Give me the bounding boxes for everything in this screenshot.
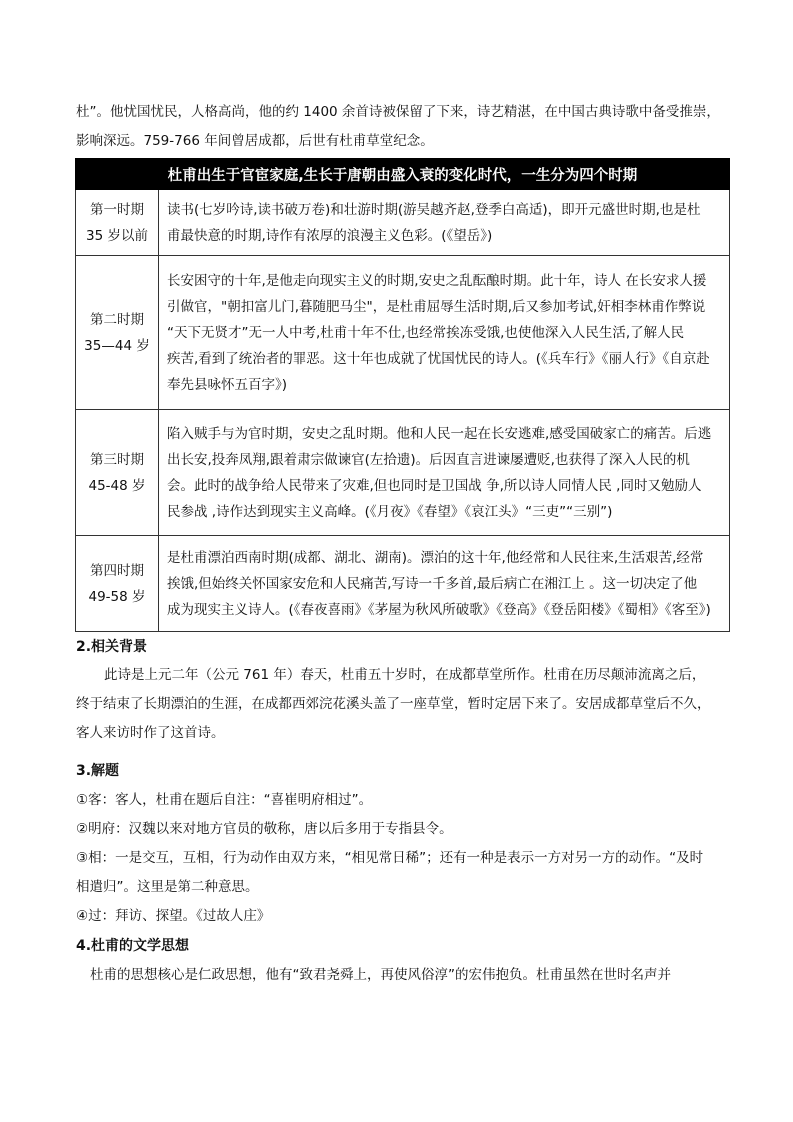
description-line: 疾苦,看到了统治者的罪恶。这十年也成就了忧国忧民的诗人。(《兵车行》《丽人行》《自京赴 [167,350,710,367]
description-line: 读书(七岁吟诗,读书破万卷)和壮游时期(游吴越齐赵,登季白高适)，即开元盛世时期,也是杜 [167,201,701,218]
table-row [76,410,730,536]
description-line: 陷入贼手与为官时期，安史之乱时期。他和人民一起在长安逃难,感受国破家亡的痛苦。后逃 [167,425,712,442]
table-row [76,190,730,256]
description-line: 甫最快意的时期,诗作有浓厚的浪漫主义色彩。(《望岳》) [167,227,493,244]
background-paragraph [76,661,726,748]
period-name: 第四时期 [90,562,144,579]
note-item: ②明府：汉魏以来对地方官员的敬称，唐以后多用于专指县令。 [76,821,453,837]
description-line: 奉先县咏怀五百字》) [167,376,288,393]
life-periods-table [75,158,730,632]
period-name: 第一时期 [90,201,144,218]
description-line: 引做官，"朝扣富儿门,暮随肥马尘"，是杜甫屈辱生活时期,后又参加考试,奸相李林甫作弊说 [167,298,706,315]
description-line: 出长安,投奔凤翔,跟着肃宗做谏官(左拾遗)。后因直言进谏屡遭贬,也获得了深入人民的机 [167,451,690,468]
table-header-row [76,159,730,190]
description-line: 会。此时的战争给人民带来了灾难,但也同时是卫国战 争,所以诗人同情人民 ,同时又勉励人 [167,477,702,494]
period-description [159,410,730,536]
description-line: “天下无贤才”无一人中考,杜甫十年不仕,也经常挨冻受饿,也使他深入人民生活,了解人民 [167,324,685,341]
intro-paragraph [76,98,726,156]
period-description [159,536,730,632]
note-item: ③相：一是交互，互相，行为动作由双方来，“相见常日稀”；还有一种是表示一方对另一方的动作。“及时 [76,850,704,866]
period-age: 49-58 岁 [88,588,146,605]
description-line: 挨饿,但始终关怀国家安危和人民痛苦,写诗一千多首,最后病亡在湘江上 。这一切决定了他 [167,575,698,592]
period-age: 45-48 岁 [88,477,146,494]
description-line: 长安困守的十年,是他走向现实主义的时期,安史之乱酝酿时期。此十年，诗人 在长安求人援 [167,272,707,289]
note-item: 相遣归”。这里是第二种意思。 [76,879,259,895]
paragraph-line: 此诗是上元二年（公元 761 年）春天，杜甫五十岁时，在成都草堂所作。杜甫在历尽颠沛流离之后， [104,667,706,683]
period-name: 第二时期 [90,311,144,328]
period-age: 35—44 岁 [84,337,150,354]
description-line: 成为现实主义诗人。(《春夜喜雨》《茅屋为秋风所破歌》《登高》《登岳阳楼》《蜀相》《客至》) [167,601,711,618]
period-cell [76,410,159,536]
note-item: ④过：拜访、探望。《过故人庄》 [76,908,271,924]
period-age: 35 岁以前 [86,227,148,244]
description-line: 民参战 ,诗作达到现实主义高峰。(《月夜》《春望》《哀江头》“三吏”“三别”) [167,503,613,520]
period-cell [76,190,159,256]
section-heading-background: 2.相关背景 [76,639,148,655]
intro-line: 杜”。他忧国忧民，人格高尚，他的约 1400 余首诗被保留了下来，诗艺精湛，在中国古典诗歌中备受推崇， [76,104,720,120]
period-description [159,256,730,410]
table-row [76,256,730,410]
period-cell [76,536,159,632]
intro-line: 影响深远。759-766 年间曾居成都，后世有杜甫草堂纪念。 [76,133,434,149]
section-heading-title-notes: 3.解题 [76,763,120,779]
paragraph-line: 杜甫的思想核心是仁政思想，他有“致君尧舜上，再使风俗淳”的宏伟抱负。杜甫虽然在世时名声并 [90,967,671,983]
period-description [159,190,730,256]
title-notes-list [76,786,726,931]
table-row [76,536,730,632]
note-item: ①客：客人，杜甫在题后自注：“喜崔明府相过”。 [76,792,373,808]
description-line: 是杜甫漂泊西南时期(成都、湖北、湖南)。漂泊的这十年,他经常和人民往来,生活艰苦,经常 [167,549,704,566]
literary-thought-paragraph [76,961,726,990]
period-name: 第三时期 [90,451,144,468]
paragraph-line: 客人来访时作了这首诗。 [76,725,225,741]
table-header: 杜甫出生于官宦家庭,生长于唐朝由盛入衰的变化时代，一生分为四个时期 [76,159,730,190]
period-cell [76,256,159,410]
paragraph-line: 终于结束了长期漂泊的生涯，在成都西郊浣花溪头盖了一座草堂，暂时定居下来了。安居成都草堂后不久， [76,696,711,712]
section-heading-literary-thought: 4.杜甫的文学思想 [76,938,190,954]
